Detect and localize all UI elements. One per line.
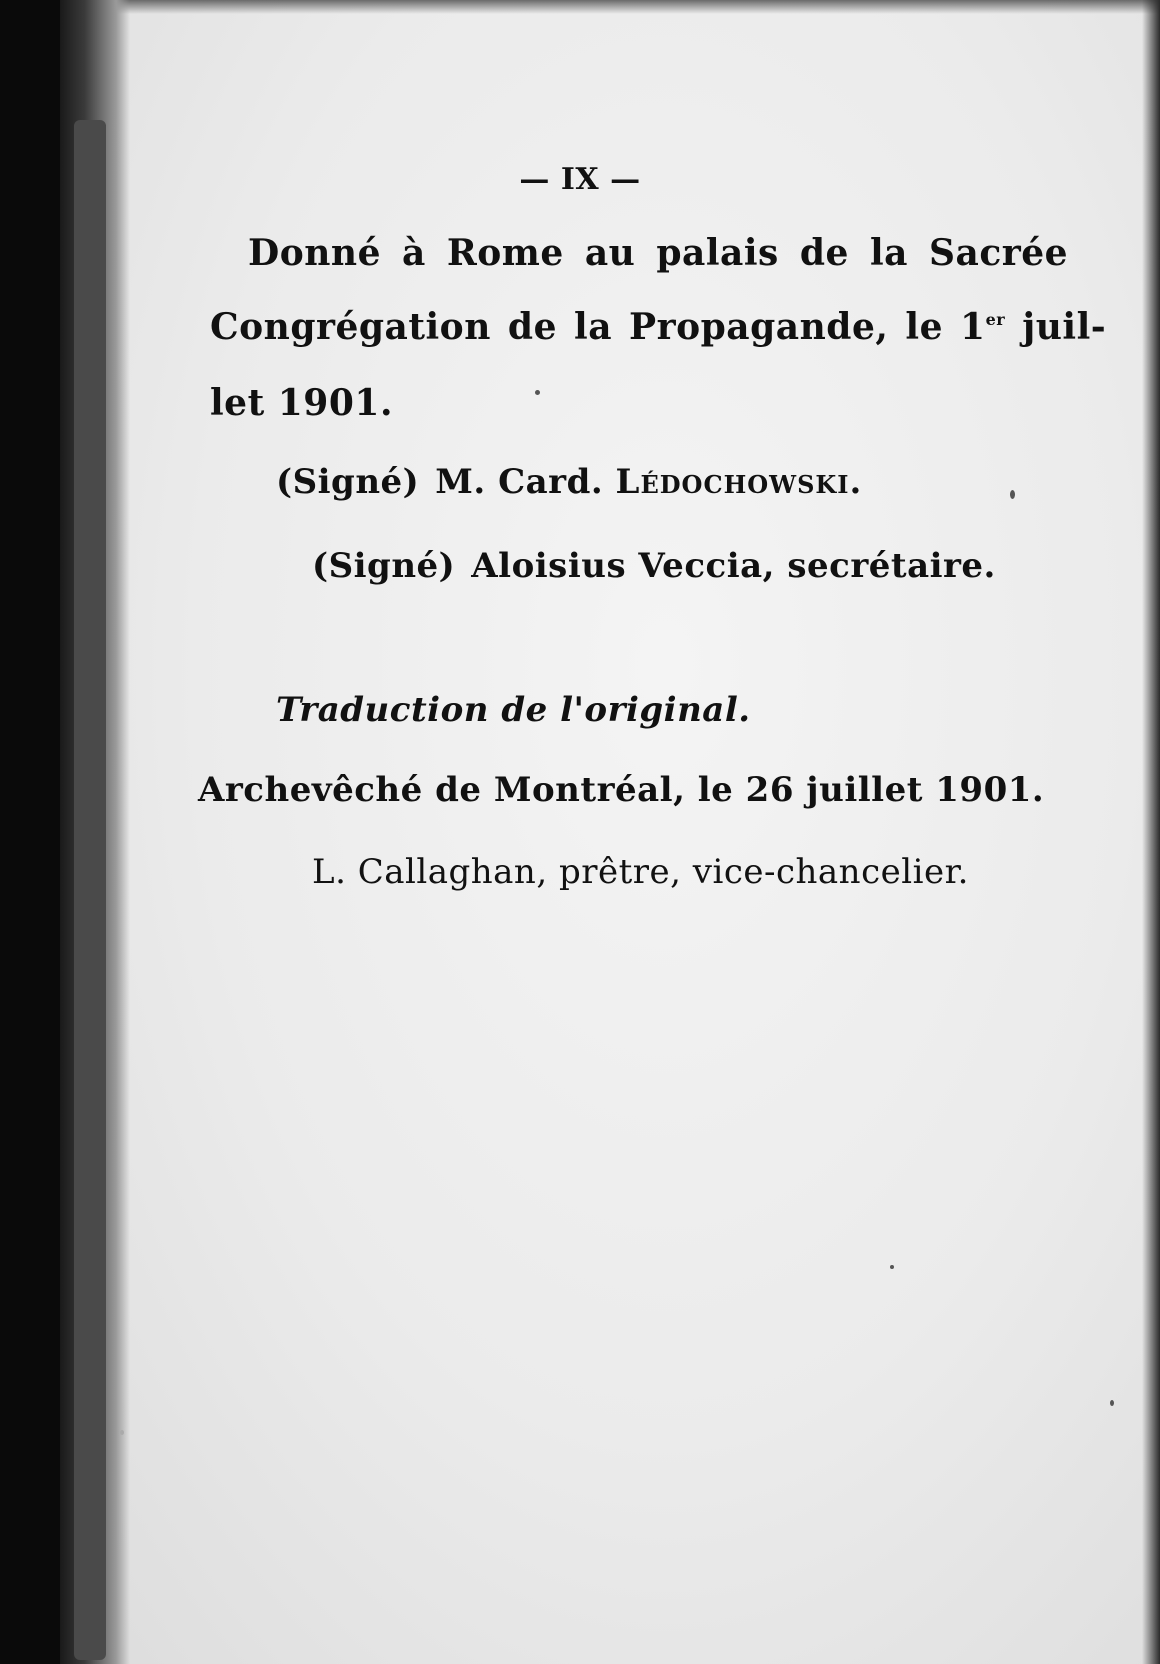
top-edge-shadow	[60, 0, 1160, 14]
signature-1-text: M. Card.	[435, 462, 616, 502]
body-line-2	[210, 306, 1106, 348]
binding-band	[74, 120, 106, 1660]
signature-1-prefix: (Signé)	[276, 462, 420, 502]
signature-2-prefix: (Signé)	[312, 546, 456, 586]
signature-2-text: Aloisius Veccia, secrétaire.	[471, 546, 996, 586]
body-line-1: Donné à Rome au palais de la Sacrée	[248, 232, 1069, 274]
translation-place-date: Archevêché de Montréal, le 26 juillet 1901.	[198, 770, 1045, 810]
right-edge-shadow	[1142, 0, 1160, 1664]
paper-speck	[120, 1430, 124, 1435]
signature-1-name: Lédochowski.	[615, 462, 863, 502]
body-line-3: let 1901.	[210, 382, 393, 424]
page-number: — IX —	[519, 162, 641, 197]
signature-line-2	[312, 546, 996, 586]
body-line-2-end: juil-	[1005, 306, 1107, 348]
translation-signer: L. Callaghan, prêtre, vice-chancelier.	[312, 852, 969, 892]
paper-speck	[890, 1265, 894, 1269]
signature-line-1	[276, 462, 862, 502]
ordinal-superscript: er	[985, 310, 1006, 329]
body-line-2-text: Congrégation de la Propagande, le 1	[210, 306, 986, 348]
paper-speck	[1110, 1400, 1114, 1406]
paper-speck	[535, 390, 540, 395]
paper-speck	[1010, 490, 1015, 499]
translation-heading: Traduction de l'original.	[276, 690, 751, 730]
